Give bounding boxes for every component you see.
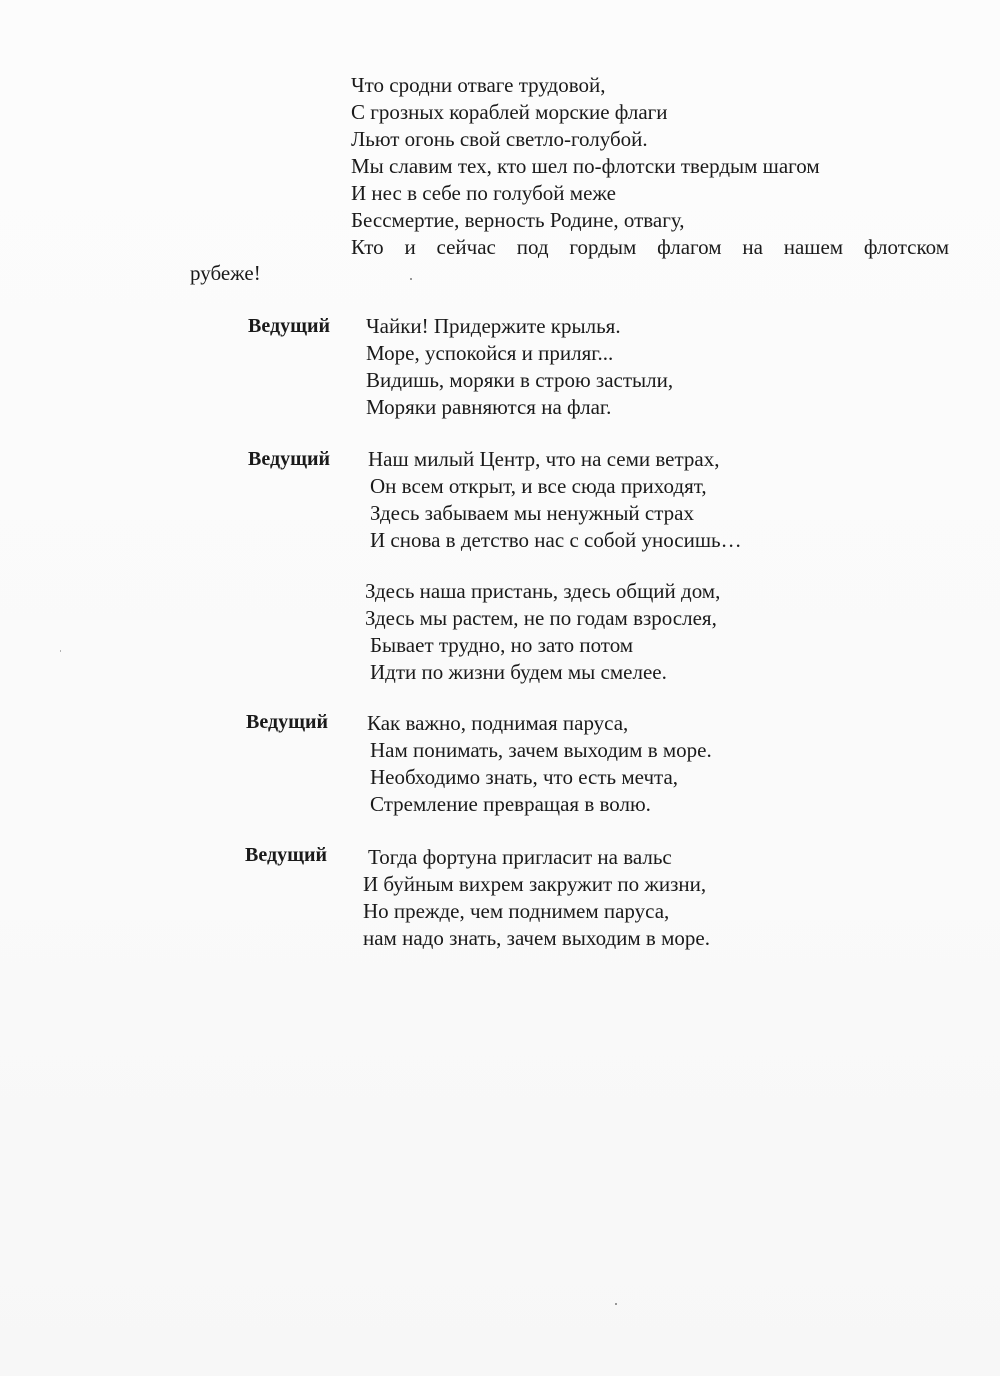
verse-line: Здесь забываем мы ненужный страх: [370, 501, 694, 525]
verse-line: Стремление превращая в волю.: [370, 792, 651, 816]
verse-line: Тогда фортуна пригласит на вальс: [368, 845, 672, 869]
scan-speck: [410, 278, 412, 280]
intro-line: Мы славим тех, кто шел по-флотски твердым шагом: [351, 154, 820, 178]
scan-speck: [615, 1303, 617, 1305]
intro-line: Что сродни отваге трудовой,: [351, 73, 606, 97]
speaker-label: Ведущий: [248, 448, 331, 470]
verse-line: Чайки! Придержите крылья.: [366, 314, 621, 338]
intro-line: Бессмертие, верность Родине, отвагу,: [351, 208, 685, 232]
intro-line: И нес в себе по голубой меже: [351, 181, 616, 205]
verse-line: Видишь, моряки в строю застыли,: [366, 368, 674, 392]
verse-line: Идти по жизни будем мы смелее.: [370, 660, 667, 684]
intro-line: Льют огонь свой светло-голубой.: [351, 127, 648, 151]
intro-line: С грозных кораблей морские флаги: [351, 100, 668, 124]
verse-line: Море, успокойся и приляг...: [366, 341, 614, 365]
intro-last-line-wrap: рубеже!: [190, 261, 261, 285]
verse-line: Необходимо знать, что есть мечта,: [370, 765, 679, 789]
verse-line: Бывает трудно, но зато потом: [370, 633, 634, 657]
verse-line: Но прежде, чем поднимем паруса,: [363, 899, 670, 923]
verse-line: Здесь наша пристань, здесь общий дом,: [365, 579, 721, 603]
intro-last-line: Кто и сейчас под гордым флагом на нашем флотском: [351, 235, 949, 259]
speaker-label: Ведущий: [248, 315, 331, 337]
verse-line: Здесь мы растем, не по годам взрослея,: [365, 606, 717, 630]
verse-line: Он всем открыт, и все сюда приходят,: [370, 474, 707, 498]
scan-speck: [60, 650, 61, 652]
verse-line: Нам понимать, зачем выходим в море.: [370, 738, 712, 762]
verse-line: нам надо знать, зачем выходим в море.: [363, 926, 710, 950]
verse-line: Моряки равняются на флаг.: [366, 395, 612, 419]
verse-line: Как важно, поднимая паруса,: [367, 711, 629, 735]
speaker-label: Ведущий: [245, 844, 328, 866]
verse-line: Наш милый Центр, что на семи ветрах,: [368, 447, 720, 471]
speaker-label: Ведущий: [246, 711, 329, 733]
verse-line: И буйным вихрем закружит по жизни,: [363, 872, 707, 896]
verse-line: И снова в детство нас с собой уносишь…: [370, 528, 742, 552]
